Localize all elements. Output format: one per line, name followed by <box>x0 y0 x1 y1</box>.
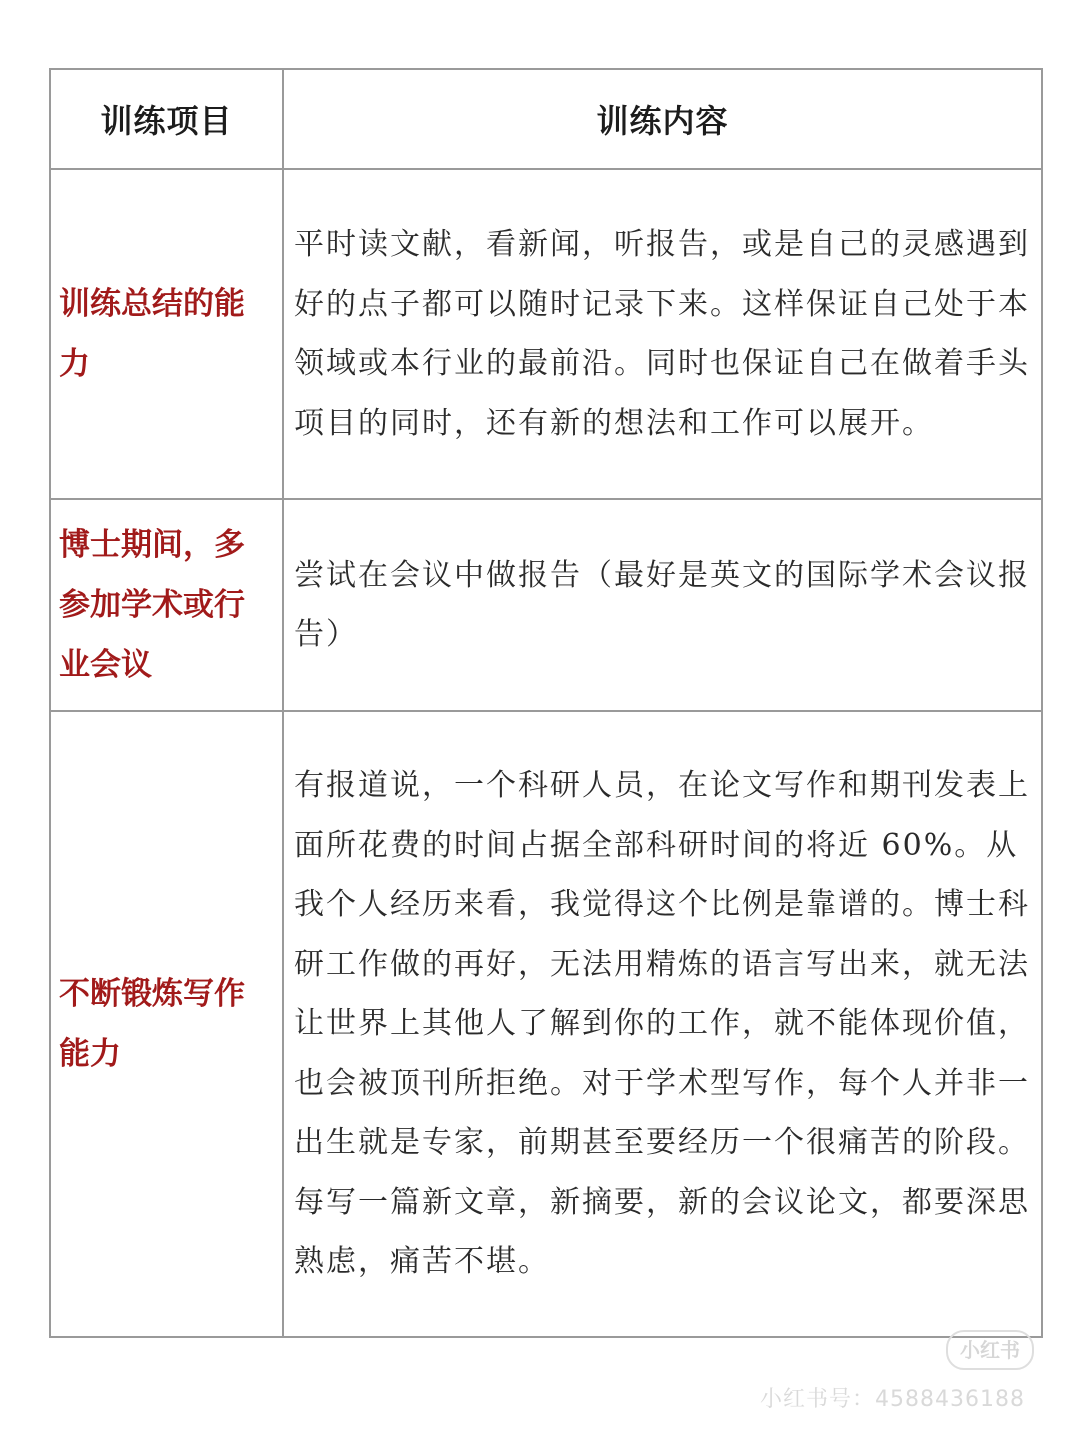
training-item-conference: 博士期间，多参加学术或行业会议 <box>50 499 283 711</box>
watermark-logo: 小红书 <box>946 1330 1034 1370</box>
table-row <box>50 169 1042 499</box>
training-content-conference: 尝试在会议中做报告（最好是英文的国际学术会议报告） <box>283 499 1042 711</box>
table-row <box>50 711 1042 1337</box>
table-row <box>50 499 1042 711</box>
header-training-item: 训练项目 <box>50 69 283 169</box>
training-content-writing: 有报道说，一个科研人员，在论文写作和期刊发表上面所花费的时间占据全部科研时间的将近 60%。从我个人经历来看，我觉得这个比例是靠谱的。博士科研工作做的再好，无法用精炼的语言写出来，就无法让世界上其他人了解到你的工作，就不能体现价值，也会被顶刊所拒绝。对于学术型写作，每个人并非一出生就是专家，前期甚至要经历一个很痛苦的阶段。每写一篇新文章，新摘要，新的会议论文，都要深思熟虑，痛苦不堪。 <box>283 711 1042 1337</box>
training-table <box>49 68 1043 1338</box>
training-item-writing: 不断锻炼写作能力 <box>50 711 283 1337</box>
training-table-container <box>49 68 1041 1338</box>
training-item-summary: 训练总结的能力 <box>50 169 283 499</box>
training-content-summary: 平时读文献，看新闻，听报告，或是自己的灵感遇到好的点子都可以随时记录下来。这样保证自己处于本领域或本行业的最前沿。同时也保证自己在做着手头项目的同时，还有新的想法和工作可以展开。 <box>283 169 1042 499</box>
table-header-row <box>50 69 1042 169</box>
watermark-id: 小红书号：4588436188 <box>760 1387 1025 1412</box>
header-training-content: 训练内容 <box>283 69 1042 169</box>
